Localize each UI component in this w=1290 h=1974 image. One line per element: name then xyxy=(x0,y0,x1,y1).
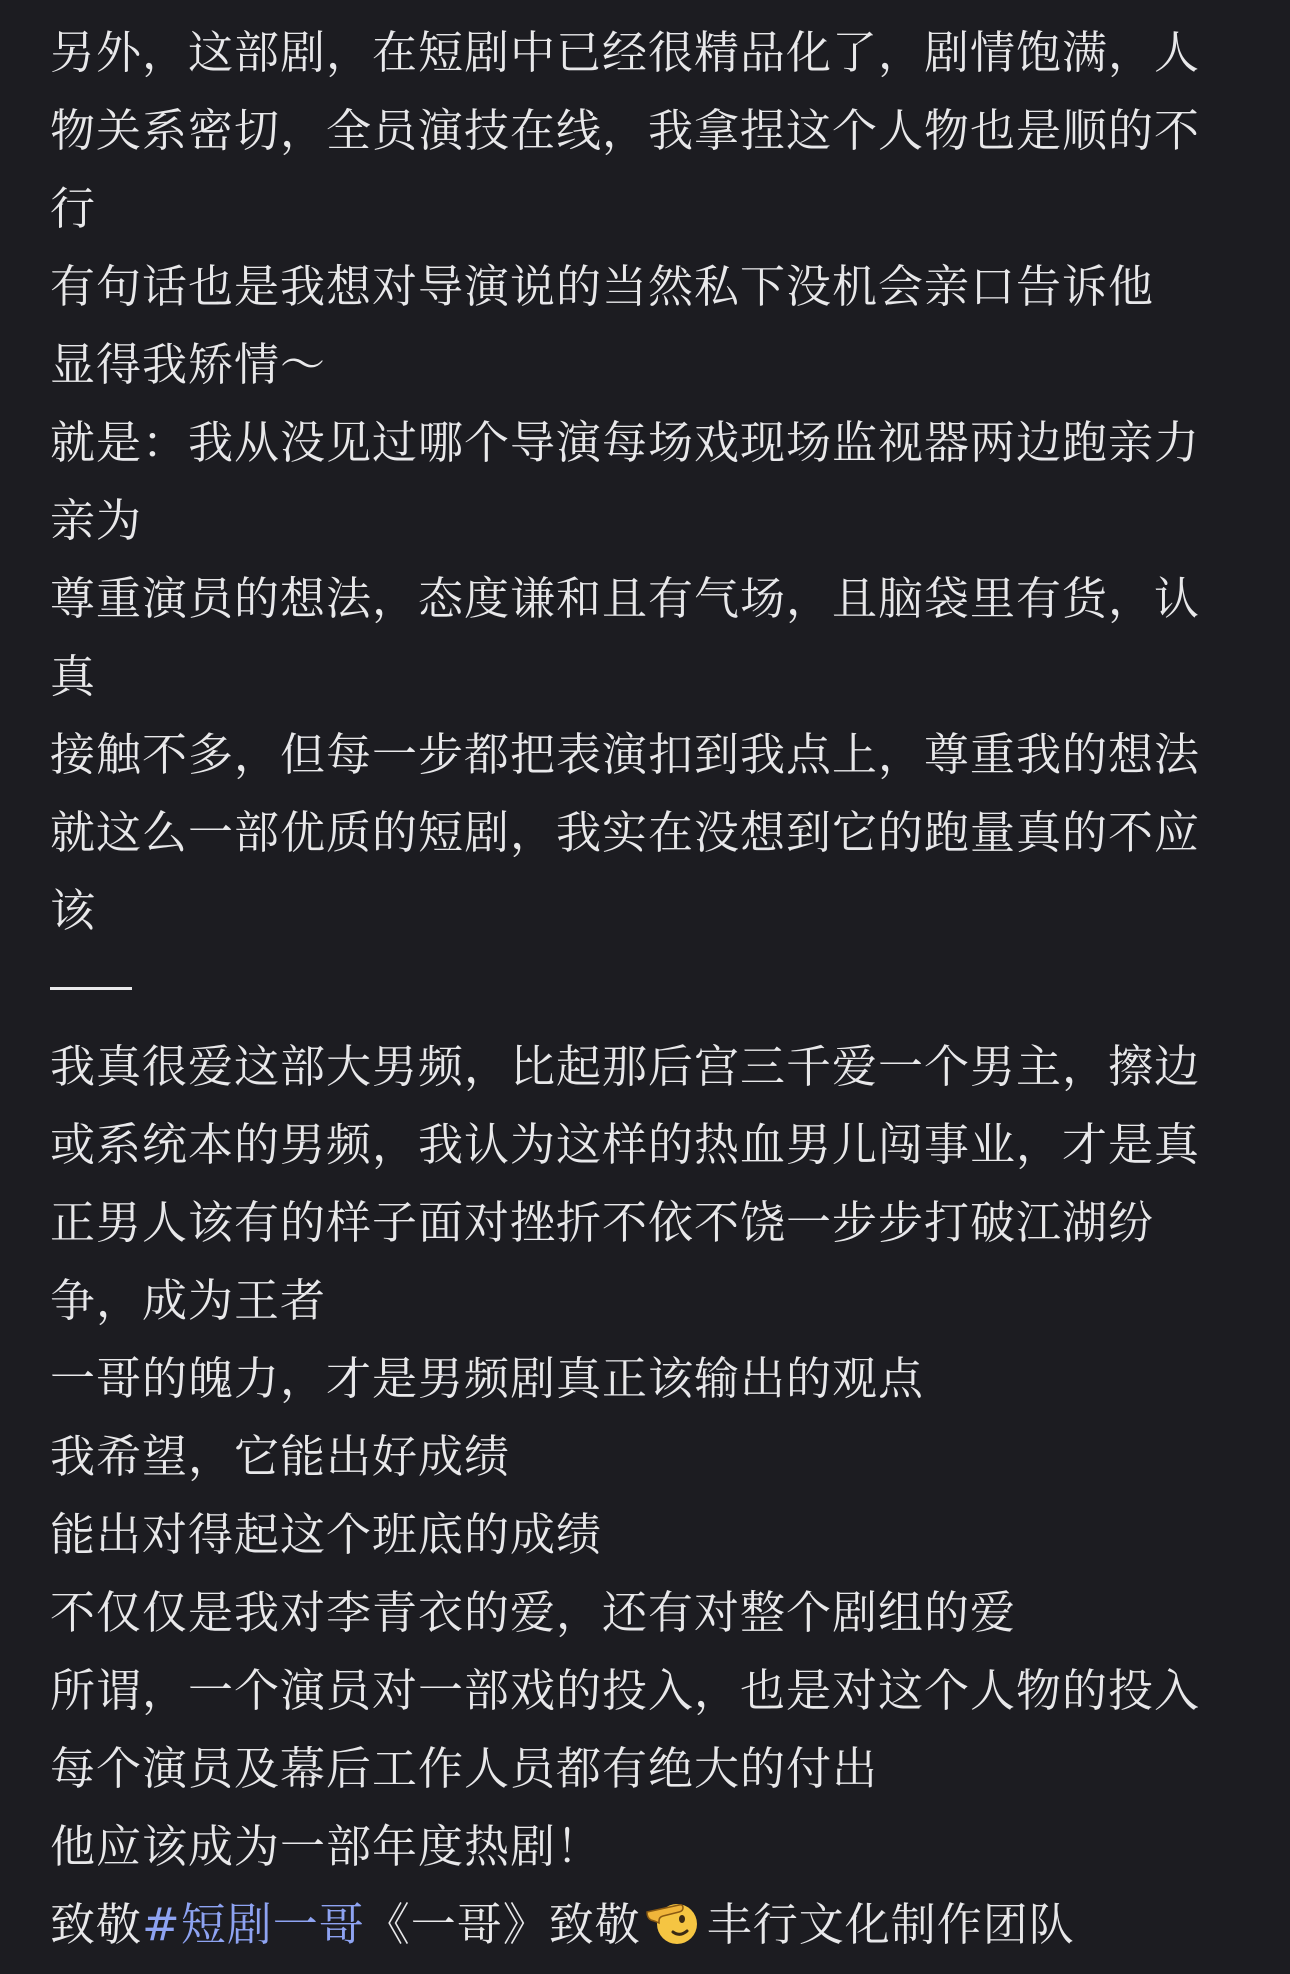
salute-middle: 《一哥》致敬 xyxy=(364,1898,641,1951)
post-line: 能出对得起这个班底的成绩 xyxy=(50,1508,603,1561)
post-line: 我真很爱这部大男频，比起那后宫三千爱一个男主，擦边 xyxy=(50,1040,1201,1093)
post-line: 他应该成为一部年度热剧！ xyxy=(50,1820,603,1873)
salute-emoji-icon xyxy=(645,1892,703,1950)
post-line: 就是：我从没见过哪个导演每场戏现场监视器两边跑亲力 xyxy=(50,416,1201,469)
divider-dash xyxy=(50,987,132,990)
post-line: 物关系密切，全员演技在线，我拿捏这个人物也是顺的不 xyxy=(50,104,1201,157)
post-line: 所谓，一个演员对一部戏的投入，也是对这个人物的投入 xyxy=(50,1664,1201,1717)
post-line: 行 xyxy=(50,182,97,235)
salute-suffix: 丰行文化制作团队 xyxy=(706,1898,1075,1951)
post-line: 一哥的魄力，才是男频剧真正该输出的观点 xyxy=(50,1352,925,1405)
post-line: 真 xyxy=(50,650,97,703)
post-line: 或系统本的男频，我认为这样的热血男儿闯事业，才是真 xyxy=(50,1118,1201,1171)
post-line: 亲为 xyxy=(50,494,143,547)
post-line-final xyxy=(50,1886,1250,1964)
post-line: 尊重演员的想法，态度谦和且有气场，且脑袋里有货，认 xyxy=(50,572,1201,625)
post-line: 就这么一部优质的短剧，我实在没想到它的跑量真的不应 xyxy=(50,806,1201,859)
post-line: 显得我矫情～ xyxy=(50,338,327,391)
post-line: 每个演员及幕后工作人员都有绝大的付出 xyxy=(50,1742,879,1795)
post-body xyxy=(50,14,1250,1964)
section-divider xyxy=(50,950,1250,1028)
post-line: 有句话也是我想对导演说的当然私下没机会亲口告诉他 xyxy=(50,260,1155,313)
post-line: 我希望，它能出好成绩 xyxy=(50,1430,511,1483)
post-line: 不仅仅是我对李青衣的爱，还有对整个剧组的爱 xyxy=(50,1586,1017,1639)
salute-prefix: 致敬 xyxy=(50,1898,143,1951)
post-line: 正男人该有的样子面对挫折不依不饶一步步打破江湖纷 xyxy=(50,1196,1155,1249)
post-line: 争，成为王者 xyxy=(50,1274,327,1327)
post-line: 该 xyxy=(50,884,97,937)
hashtag-link[interactable]: #短剧一哥 xyxy=(142,1898,365,1951)
post-line: 接触不多，但每一步都把表演扣到我点上，尊重我的想法 xyxy=(50,728,1201,781)
post-line: 另外，这部剧，在短剧中已经很精品化了，剧情饱满，人 xyxy=(50,26,1201,79)
